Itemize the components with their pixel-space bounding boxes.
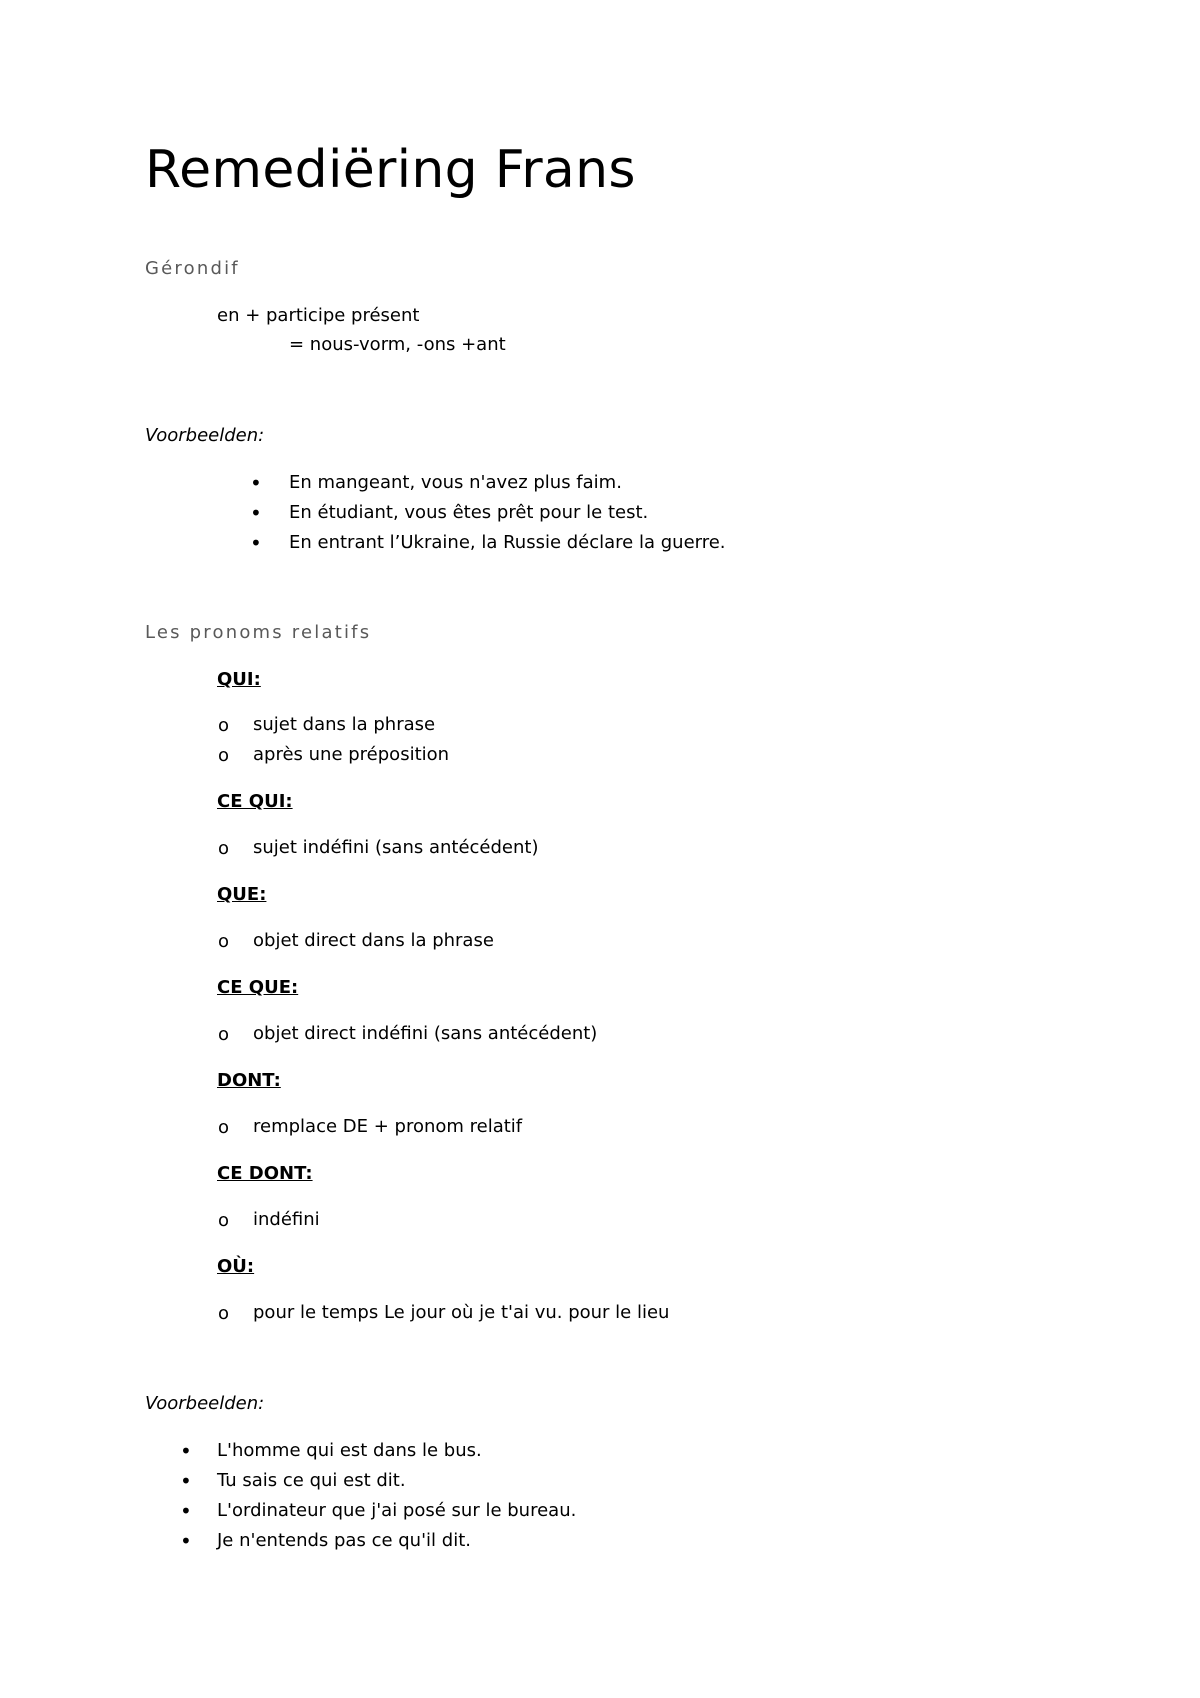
- gerondif-rule-detail: = nous-vorm, -ons +ant: [289, 334, 506, 355]
- pronoun-rule: sujet dans la phrase: [253, 714, 436, 735]
- bullet-marker: •: [180, 1499, 192, 1523]
- pronoms-example: L'homme qui est dans le bus.: [217, 1440, 482, 1461]
- circle-marker: o: [218, 931, 230, 952]
- pronoms-example: Je n'entends pas ce qu'il dit.: [217, 1530, 471, 1551]
- pronoun-rule: remplace DE + pronom relatif: [253, 1116, 523, 1137]
- pronoun-label-que: QUE:: [217, 884, 267, 905]
- circle-marker: o: [218, 838, 230, 859]
- section-heading-pronoms-relatifs: Les pronoms relatifs: [145, 622, 372, 643]
- gerondif-example: En entrant l’Ukraine, la Russie déclare la guerre.: [289, 532, 726, 553]
- bullet-marker: •: [180, 1529, 192, 1553]
- circle-marker: o: [218, 1210, 230, 1231]
- circle-marker: o: [218, 715, 230, 736]
- circle-marker: o: [218, 1024, 230, 1045]
- pronoun-label-ce-qui: CE QUI:: [217, 791, 293, 812]
- pronoun-rule: objet direct indéfini (sans antécédent): [253, 1023, 598, 1044]
- pronoun-rule: pour le temps Le jour où je t'ai vu. pour le lieu: [253, 1302, 670, 1323]
- pronoms-examples-label: Voorbeelden:: [145, 1393, 265, 1414]
- circle-marker: o: [218, 745, 230, 766]
- gerondif-examples-label: Voorbeelden:: [145, 425, 265, 446]
- pronoms-example: Tu sais ce qui est dit.: [217, 1470, 406, 1491]
- document-title: Remediëring Frans: [145, 140, 636, 200]
- bullet-marker: •: [180, 1469, 192, 1493]
- bullet-marker: •: [180, 1439, 192, 1463]
- bullet-marker: •: [250, 501, 262, 525]
- gerondif-example: En étudiant, vous êtes prêt pour le test.: [289, 502, 649, 523]
- gerondif-rule: en + participe présent: [217, 305, 420, 326]
- pronoun-label-qui: QUI:: [217, 669, 261, 690]
- circle-marker: o: [218, 1117, 230, 1138]
- circle-marker: o: [218, 1303, 230, 1324]
- pronoun-rule: indéfini: [253, 1209, 320, 1230]
- pronoun-rule: objet direct dans la phrase: [253, 930, 494, 951]
- pronoms-example: L'ordinateur que j'ai posé sur le bureau.: [217, 1500, 577, 1521]
- pronoun-label-ce-dont: CE DONT:: [217, 1163, 313, 1184]
- gerondif-example: En mangeant, vous n'avez plus faim.: [289, 472, 622, 493]
- bullet-marker: •: [250, 471, 262, 495]
- pronoun-rule: sujet indéfini (sans antécédent): [253, 837, 539, 858]
- pronoun-label-ce-que: CE QUE:: [217, 977, 299, 998]
- pronoun-label-ou: OÙ:: [217, 1256, 255, 1277]
- section-heading-gerondif: Gérondif: [145, 258, 240, 279]
- pronoun-label-dont: DONT:: [217, 1070, 281, 1091]
- pronoun-rule: après une préposition: [253, 744, 450, 765]
- bullet-marker: •: [250, 531, 262, 555]
